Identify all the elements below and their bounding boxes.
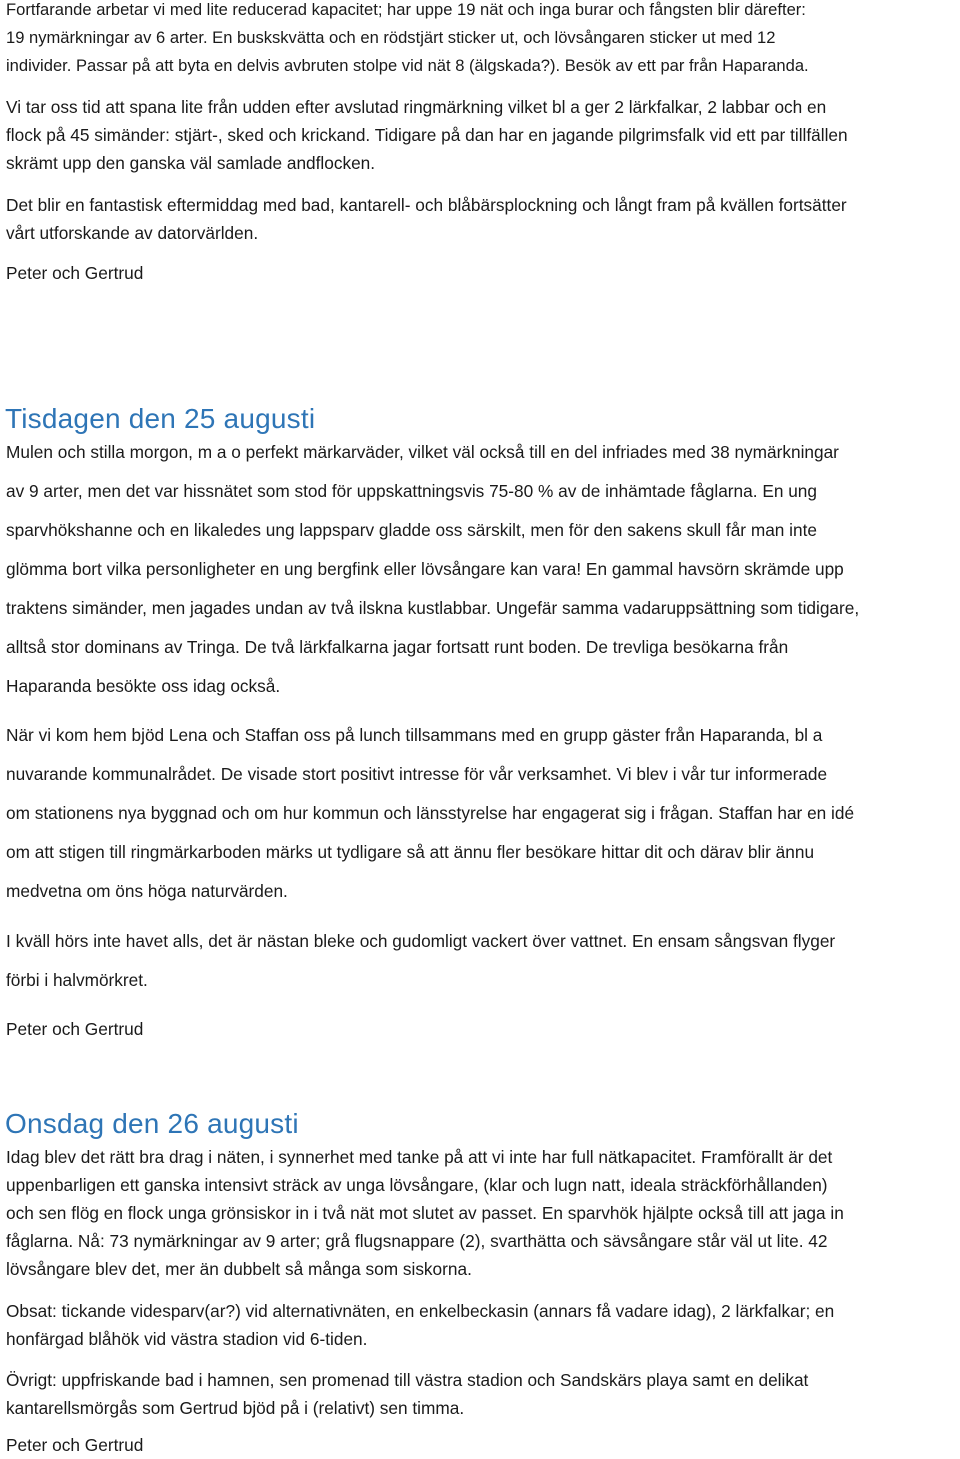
signature: Peter och Gertrud — [6, 1435, 144, 1455]
text-line: flock på 45 simänder: stjärt-, sked och krickand. Tidigare på dan har en jagande pilgrimsfalk vid ett par tillfällen — [6, 125, 848, 145]
text-line: om att stigen till ringmärkarboden märks ut tydligare så att ännu fler besökare hittar dit och därav blir ännu — [6, 842, 815, 862]
signature: Peter och Gertrud — [6, 1019, 144, 1039]
signature: Peter och Gertrud — [6, 263, 144, 283]
text-line: Det blir en fantastisk eftermiddag med bad, kantarell- och blåbärsplockning och långt fram på kvällen fortsätter — [6, 195, 847, 215]
section-heading-tuesday: Tisdagen den 25 augusti — [5, 403, 316, 434]
text-line: om stationens nya byggnad och om hur kommun och länsstyrelse har engagerat sig i frågan. Staffan har en idé — [6, 803, 855, 823]
text-line: och sen flög en flock unga grönsiskor in i två nät mot slutet av passet. En sparvhök hjälpte också till att jaga in — [6, 1203, 844, 1223]
text-line: förbi i halvmörkret. — [6, 970, 148, 990]
intro-paragraph-3 — [6, 191, 958, 247]
wednesday-paragraph-3 — [6, 1366, 958, 1422]
text-line: Haparanda besökte oss idag också. — [6, 676, 281, 696]
text-line: lövsångare blev det, mer än dubbelt så många som siskorna. — [6, 1259, 472, 1279]
text-line: När vi kom hem bjöd Lena och Staffan oss på lunch tillsammans med en grupp gäster från Haparanda, bl a — [6, 725, 823, 745]
text-line: sparvhökshanne och en likaledes ung lappsparv gladde oss särskilt, men för den sakens skull får man inte — [6, 520, 817, 540]
text-line: uppenbarligen ett ganska intensivt sträck av unga lövsångare, (klar och lugn natt, ideala sträckförhållanden) — [6, 1175, 828, 1195]
tuesday-paragraph-3 — [6, 922, 958, 1000]
text-line: glömma bort vilka personligheter en ung bergfink eller lövsångare kan vara! En gammal havsörn skrämde upp — [6, 559, 844, 579]
text-line: Obsat: tickande videsparv(ar?) vid alternativnäten, en enkelbeckasin (annars få vadare idag), 2 lärkfalkar; en — [6, 1301, 835, 1321]
text-line: nuvarande kommunalrådet. De visade stort positivt intresse för vår verksamhet. Vi blev i vår tur informerade — [6, 764, 828, 784]
tuesday-paragraph-1 — [6, 433, 958, 706]
text-line: 19 nymärkningar av 6 arter. En buskskvätta och en rödstjärt sticker ut, och lövsångaren sticker ut med 12 — [6, 28, 776, 47]
wednesday-paragraph-2 — [6, 1297, 958, 1353]
text-line: skrämt upp den ganska väl samlade andflocken. — [6, 153, 376, 173]
text-line: Övrigt: uppfriskande bad i hamnen, sen promenad till västra stadion och Sandskärs playa samt en delikat — [6, 1370, 809, 1390]
text-line: Mulen och stilla morgon, m a o perfekt märkarväder, vilket väl också till en del infriades med 38 nymärkningar — [6, 442, 839, 462]
text-line: medvetna om öns höga naturvärden. — [6, 881, 288, 901]
text-line: Idag blev det rätt bra drag i näten, i synnerhet med tanke på att vi inte har full nätkapacitet. Framförallt är det — [6, 1147, 833, 1167]
wednesday-paragraph-1 — [6, 1143, 958, 1283]
text-line: Fortfarande arbetar vi med lite reducerad kapacitet; har uppe 19 nät och inga burar och fångsten blir därefter: — [6, 0, 806, 19]
text-line: vårt utforskande av datorvärlden. — [6, 223, 259, 243]
text-line: kantarellsmörgås som Gertrud bjöd på i (relativt) sen timma. — [6, 1398, 465, 1418]
text-line: av 9 arter, men det var hissnätet som stod för uppskattningsvis 75-80 % av de inhämtade fåglarna. En ung — [6, 481, 817, 501]
text-line: individer. Passar på att byta en delvis avbruten stolpe vid nät 8 (älgskada?). Besök av ett par från Haparanda. — [6, 56, 809, 75]
intro-paragraph-1 — [6, 0, 958, 80]
text-line: honfärgad blåhök vid västra stadion vid 6-tiden. — [6, 1329, 368, 1349]
tuesday-paragraph-2 — [6, 716, 958, 911]
text-line: alltså stor dominans av Tringa. De två lärkfalkarna jagar fortsatt runt boden. De trevliga besökarna från — [6, 637, 789, 657]
text-line: Vi tar oss tid att spana lite från udden efter avslutad ringmärkning vilket bl a ger 2 lärkfalkar, 2 labbar och en — [6, 97, 827, 117]
text-line: fåglarna. Nå: 73 nymärkningar av 9 arter; grå flugsnappare (2), svarthätta och sävsångare står väl ut lite. 42 — [6, 1231, 828, 1251]
intro-paragraph-2 — [6, 93, 958, 177]
text-line: traktens simänder, men jagades undan av två ilskna kustlabbar. Ungefär samma vadaruppsättning som tidigare, — [6, 598, 860, 618]
section-heading-wednesday: Onsdag den 26 augusti — [5, 1108, 299, 1139]
text-line: I kväll hörs inte havet alls, det är nästan bleke och gudomligt vackert över vattnet. En ensam sångsvan flyger — [6, 931, 836, 951]
